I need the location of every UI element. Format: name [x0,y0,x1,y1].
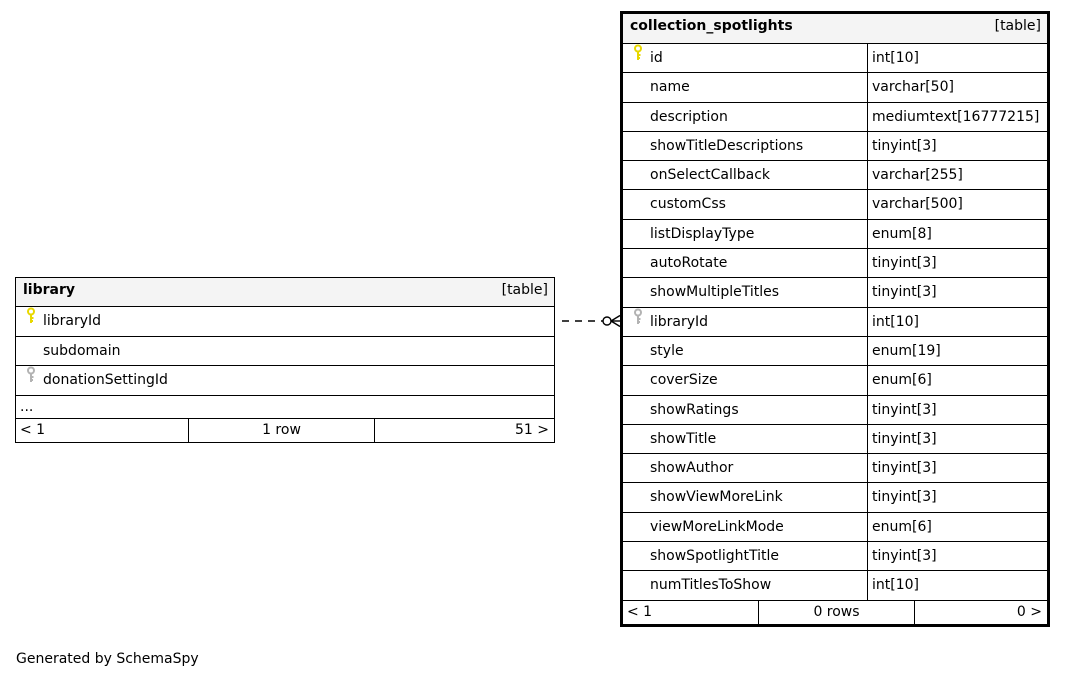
library-column-name: libraryId [43,313,102,329]
collection-spotlights-column-row[interactable] [623,571,1047,600]
collection-spotlights-column-row[interactable] [623,308,1047,337]
collection-spotlights-column-type: int[10] [867,571,1047,599]
collection-spotlights-column-name-cell [623,396,867,424]
collection-spotlights-column-name: coverSize [650,372,718,389]
collection-spotlights-column-name-cell [623,132,867,160]
collection-spotlights-column-name-cell [623,44,867,72]
library-footer-children[interactable]: 51 > [374,419,554,443]
library-column-name-cell [16,366,554,395]
collection-spotlights-column-name: showRatings [650,401,739,418]
collection-spotlights-column-type: tinyint[3] [867,542,1047,570]
collection-spotlights-column-type: tinyint[3] [867,396,1047,424]
collection-spotlights-column-name-cell [623,190,867,218]
collection-spotlights-column-name-cell [623,278,867,306]
collection-spotlights-column-row[interactable] [623,513,1047,542]
collection-spotlights-column-name-cell [623,425,867,453]
collection-spotlights-footer-row-count: 0 rows [758,601,914,626]
collection-spotlights-column-type: mediumtext[16777215] [867,103,1047,131]
library-table[interactable] [15,277,555,443]
collection-spotlights-column-name-cell [623,249,867,277]
collection-spotlights-column-row[interactable] [623,103,1047,132]
collection-spotlights-column-name-cell [623,220,867,248]
collection-spotlights-column-name-cell [623,308,867,336]
relationship-crow-foot-upper [611,316,620,322]
foreign-key-icon [26,366,36,384]
collection-spotlights-column-type: tinyint[3] [867,454,1047,482]
collection-spotlights-table-kind: [table] [994,18,1041,34]
collection-spotlights-column-name-cell [623,571,867,599]
collection-spotlights-column-name: description [650,108,728,125]
library-column-row[interactable] [16,307,554,337]
collection-spotlights-column-name: showTitle [650,430,717,447]
library-table-header [16,278,554,307]
collection-spotlights-column-type: tinyint[3] [867,425,1047,453]
collection-spotlights-column-name: listDisplayType [650,225,755,242]
foreign-key-icon [633,308,643,326]
collection-spotlights-table-footer [623,601,1047,626]
collection-spotlights-footer-parents[interactable]: < 1 [627,603,653,620]
collection-spotlights-column-type: varchar[255] [867,161,1047,189]
collection-spotlights-column-row[interactable] [623,396,1047,425]
collection-spotlights-column-name-cell [623,103,867,131]
library-column-row[interactable] [16,337,554,367]
collection-spotlights-column-type: enum[19] [867,337,1047,365]
collection-spotlights-column-row[interactable] [623,337,1047,366]
collection-spotlights-column-name: showAuthor [650,460,734,477]
collection-spotlights-column-type: int[10] [867,308,1047,336]
collection-spotlights-column-name: id [650,50,663,66]
collection-spotlights-column-type: enum[8] [867,220,1047,248]
collection-spotlights-column-name-cell [623,366,867,394]
library-column-name-cell [16,307,554,336]
collection-spotlights-column-name: customCss [650,196,726,213]
relationship-optional-marker [603,317,611,325]
collection-spotlights-column-name: showSpotlightTitle [650,548,780,565]
collection-spotlights-column-row[interactable] [623,73,1047,102]
collection-spotlights-column-type: varchar[50] [867,73,1047,101]
library-table-footer [16,419,554,443]
collection-spotlights-column-name-cell [623,161,867,189]
collection-spotlights-column-row[interactable] [623,483,1047,512]
library-column-name-cell [16,337,554,366]
relationship-crow-foot-lower [611,321,620,327]
library-footer-parents[interactable]: < 1 [20,421,46,438]
collection-spotlights-column-name: numTitlesToShow [650,577,772,594]
collection-spotlights-column-name-cell [623,483,867,511]
collection-spotlights-table-header [623,14,1047,44]
collection-spotlights-column-name-cell [623,337,867,365]
collection-spotlights-column-row[interactable] [623,542,1047,571]
collection-spotlights-column-type: tinyint[3] [867,278,1047,306]
collection-spotlights-table[interactable] [620,11,1050,627]
collection-spotlights-column-row[interactable] [623,425,1047,454]
collection-spotlights-column-name: style [650,342,684,359]
collection-spotlights-column-row[interactable] [623,278,1047,307]
collection-spotlights-column-name: autoRotate [650,255,728,272]
primary-key-icon [633,44,643,62]
collection-spotlights-column-type: enum[6] [867,513,1047,541]
library-more-columns: ... [16,396,554,419]
collection-spotlights-column-name: name [650,79,690,96]
library-table-name: library [23,282,76,298]
collection-spotlights-column-row[interactable] [623,220,1047,249]
collection-spotlights-column-type: tinyint[3] [867,483,1047,511]
library-column-name: subdomain [43,342,121,359]
collection-spotlights-column-name-cell [623,454,867,482]
collection-spotlights-column-type: varchar[500] [867,190,1047,218]
collection-spotlights-column-name-cell [623,542,867,570]
library-table-kind: [table] [501,282,548,298]
collection-spotlights-column-name: showMultipleTitles [650,284,780,301]
collection-spotlights-column-row[interactable] [623,132,1047,161]
collection-spotlights-column-row[interactable] [623,249,1047,278]
collection-spotlights-column-row[interactable] [623,190,1047,219]
collection-spotlights-column-type: tinyint[3] [867,249,1047,277]
collection-spotlights-column-name-cell [623,73,867,101]
library-column-row[interactable] [16,366,554,396]
primary-key-icon [26,307,36,325]
collection-spotlights-column-type: enum[6] [867,366,1047,394]
collection-spotlights-column-row[interactable] [623,366,1047,395]
collection-spotlights-column-row[interactable] [623,161,1047,190]
collection-spotlights-column-row[interactable] [623,454,1047,483]
collection-spotlights-column-name: onSelectCallback [650,167,771,184]
generator-credit: Generated by SchemaSpy [16,651,199,667]
library-footer-row-count: 1 row [188,419,374,443]
collection-spotlights-footer-children[interactable]: 0 > [914,601,1047,626]
collection-spotlights-column-name: showTitleDescriptions [650,137,804,154]
library-column-name: donationSettingId [43,372,168,388]
collection-spotlights-column-name: showViewMoreLink [650,489,783,506]
collection-spotlights-column-row[interactable] [623,44,1047,73]
collection-spotlights-column-type: tinyint[3] [867,132,1047,160]
collection-spotlights-column-name-cell [623,513,867,541]
collection-spotlights-column-name: libraryId [650,313,709,330]
collection-spotlights-column-type: int[10] [867,44,1047,72]
collection-spotlights-table-name: collection_spotlights [630,18,793,34]
collection-spotlights-column-name: viewMoreLinkMode [650,518,784,535]
